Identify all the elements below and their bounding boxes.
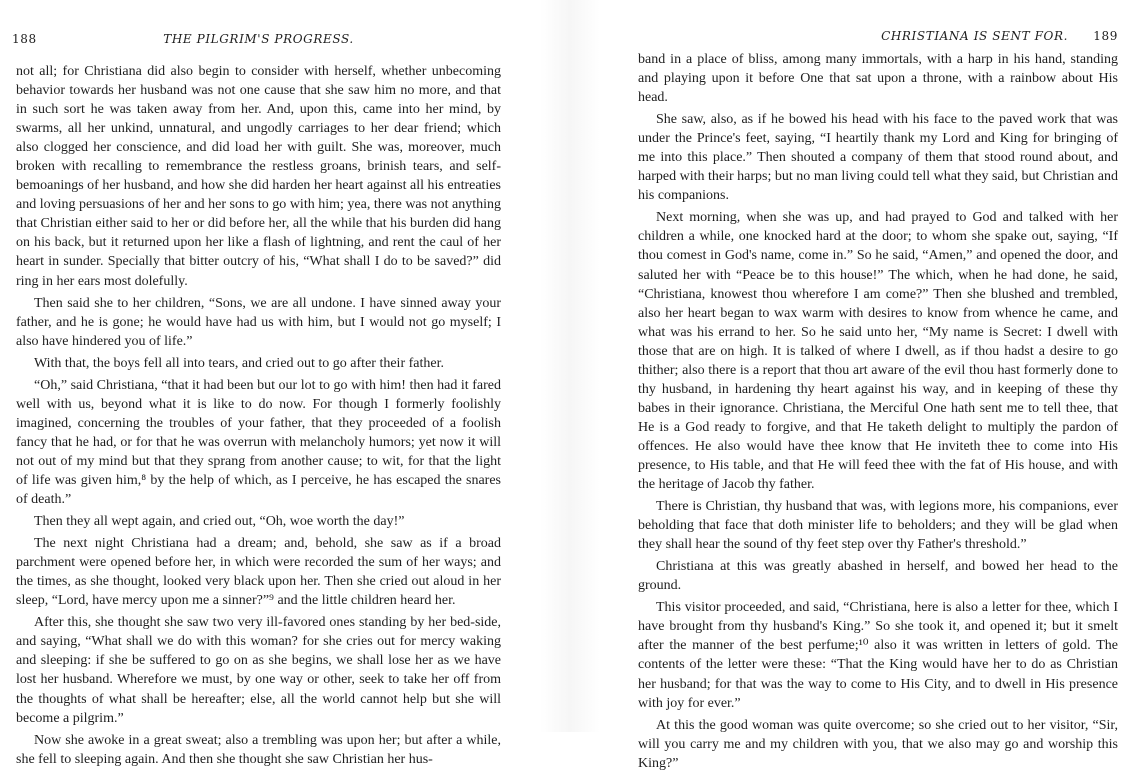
left-page-number: 188 — [12, 32, 37, 46]
book-gutter — [540, 0, 600, 732]
right-page-header — [626, 27, 1118, 47]
right-running-head: CHRISTIANA IS SENT FOR. — [881, 29, 1068, 43]
left-page — [0, 0, 515, 767]
paragraph: band in a place of bliss, among many immortals, with a harp in his hand, standing and playing upon it before One that sat upon a throne, with a rainbow about His head. — [638, 52, 1118, 106]
paragraph: This visitor proceeded, and said, “Christiana, here is also a letter for thee, which I have brought from thy husband's King.” So she took it, and opened it; but it smelt after the manner of the best perfume;¹⁰ also it was written in letters of gold. The contents of the letter were these: “That the King would have her to do as Christian her husband; for that was the way to come to His City, and to dwell in His presence with joy for ever.” — [638, 600, 1118, 711]
paragraph: With that, the boys fell all into tears, and cried out to go after their father. — [34, 355, 444, 371]
left-page-header — [12, 30, 505, 50]
paragraph: Then said she to her children, “Sons, we are all undone. I have sinned away your father, and he is gone; he would have had us with him, but I would not go myself; I also have hindered you of life.” — [16, 295, 501, 349]
right-page-number: 189 — [1093, 29, 1118, 43]
paragraph: Now she awoke in a great sweat; also a trembling was upon her; but after a while, she fell to sleeping again. And then she thought she saw Christian her hus- — [16, 732, 501, 767]
right-page-body — [638, 50, 1118, 776]
paragraph: Next morning, when she was up, and had prayed to God and talked with her children a while, one knocked hard at the door; to whom she spake out, saying, “If thou comest in God's name, come in.” So he said, “Amen,” and opened the door, and saluted her with “Peace be to this house!” The which, when he had done, he said, “Christiana, knowest thou wherefore I am come?” Then she blushed and trembled, also her heart began to wax warm with desires to know from whence he came, and what was his errand to her. So he said unto her, “My name is Secret: I dwell with those that are on high. It is talked of where I dwell, as if thou hadst a desire to go thither; also there is a report that thou art aware of the evil thou hast formerly done to thy husband, in hardening thy heart against his way, and in keeping of these thy babes in their ignorance. Christiana, the Merciful One hath sent me to tell thee, that He is a God ready to forgive, and that He taketh delight to multiply the pardon of offences. He also would have thee know that He inviteth thee to come into His presence, to His table, and that He will feed thee with the fat of His house, and with the heritage of Jacob thy father. — [638, 210, 1118, 493]
paragraph: She saw, also, as if he bowed his head with his face to the paved work that was under the Prince's feet, saying, “I heartily thank my Lord and King for bringing of me into this place.” Then shouted a company of them that stood round about, and harped with their harps; but no man living could tell what they said, but Christian and his companions. — [638, 112, 1118, 204]
left-running-head: THE PILGRIM'S PROGRESS. — [163, 32, 354, 46]
paragraph: Christiana at this was greatly abashed in herself, and bowed her head to the ground. — [638, 559, 1118, 594]
paragraph: There is Christian, thy husband that was, with legions more, his companions, ever beholding that face that doth minister life to beholders; and they will be glad when they shall hear the sound of thy feet step over thy Father's threshold.” — [638, 499, 1118, 553]
paragraph: “Oh,” said Christiana, “that it had been but our lot to go with him! then had it fared well with us, beyond what it is like to do now. For though I formerly foolishly imagined, concerning the troubles of your father, that they proceeded of a foolish fancy that he had, or for that he was overrun with melancholy humors; yet now it will not out of my mind but that they sprang from another cause; to wit, for that the light of life was given him,⁸ by the help of which, as I perceive, he has escaped the snares of death.” — [16, 377, 501, 508]
paragraph: At this the good woman was quite overcome; so she cried out to her visitor, “Sir, will you carry me and my children with you, that we also may go and worship this King?” — [638, 717, 1118, 771]
paragraph: After this, she thought she saw two very ill-favored ones standing by her bed-side, and saying, “What shall we do with this woman? for she cries out for mercy waking and sleeping: if she be suffered to go on as she begins, we shall lose her as we have lost her husband. Wherefore we must, by one way or other, seek to take her off from the thoughts of what shall be hereafter; else, all the world cannot help but she will become a pilgrim.” — [16, 615, 501, 726]
paragraph: Then they all wept again, and cried out, “Oh, woe worth the day!” — [34, 514, 405, 530]
paragraph: not all; for Christiana did also begin to consider with herself, whether unbecoming behavior towards her husband was not one cause that she saw him no more, and that in such sort he was taken away from her. And, upon this, came into her mind, by swarms, all her unkind, unnatural, and ungodly carriages to her dear friend; which also clogged her conscience, and did load her with guilt. She was, moreover, much broken with recalling to remembrance the restless groans, brinish tears, and self-bemoanings of her husband, and how she did harden her heart against all his entreaties and loving persuasions of her and her sons to go with him; yea, there was not anything that Christian either said to her or did before her, all the while that his burden did hang on his back, but it returned upon her like a flash of lightning, and rent the caul of her heart in sunder. Specially that bitter outcry of his, “What shall I do to be saved?” did ring in her ears most dolefully. — [16, 64, 501, 289]
left-page-body — [16, 62, 501, 772]
right-page — [620, 0, 1128, 771]
paragraph: The next night Christiana had a dream; and, behold, she saw as if a broad parchment were opened before her, in which were recorded the sum of her ways; and the times, as she thought, looked very black upon her. Then she cried out aloud in her sleep, “Lord, have mercy upon me a sinner?”⁹ and the little children heard her. — [16, 536, 501, 609]
